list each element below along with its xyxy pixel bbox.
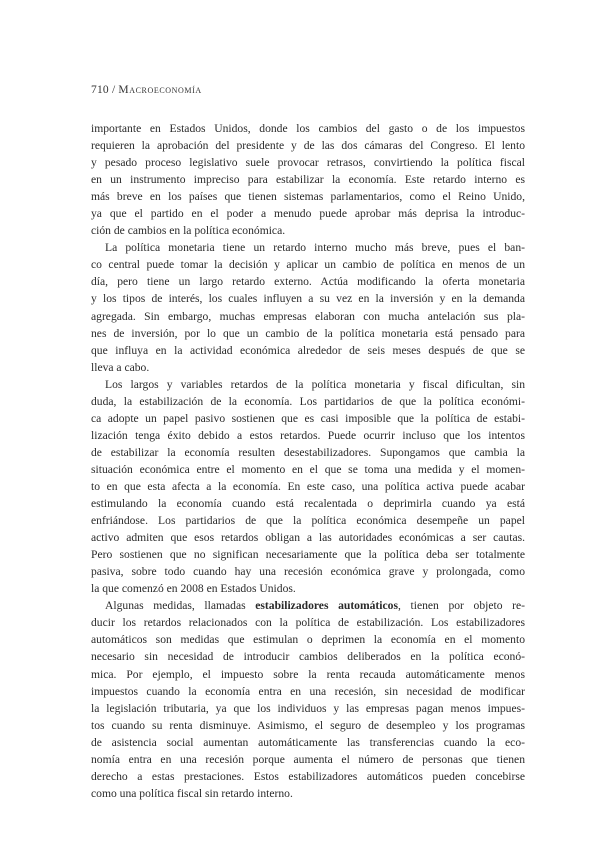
text-line: necesario sin necesidad de introducir cambios deliberados en la política econó-	[91, 650, 525, 664]
header-separator: /	[111, 84, 116, 96]
text-line: mica. Por ejemplo, el impuesto sobre la renta recauda automáticamente menos	[91, 667, 525, 681]
text-line: ducir los retardos relacionados con la política de estabilización. Los estabilizadores	[91, 616, 525, 630]
text-line: la legislación tributaria, ya que los individuos y las empresas pagan menos impues-	[91, 701, 525, 715]
text-line: pasiva, sobre todo cuando hay una recesión económica grave y prolongada, como	[91, 565, 525, 579]
text-line: de estabilizar la economía resulten desestabilizadores. Supongamos que cambia la	[91, 445, 525, 459]
text-line: lleva a cabo.	[91, 360, 150, 374]
paragraph	[91, 597, 525, 802]
paragraph	[91, 120, 525, 239]
text-line: día, pero tiene un largo retardo externo. Actúa modificando la oferta monetaria	[91, 275, 525, 289]
text-line: derecho a estas prestaciones. Estos estabilizadores automáticos pueden concebirse	[91, 769, 525, 783]
text-line: duda, la estabilización de la economía. Los partidarios de que la política económi-	[91, 394, 525, 408]
body-text	[91, 120, 525, 802]
text-line: como una política fiscal sin retardo interno.	[91, 786, 293, 800]
text-line: de asistencia social aumentan automáticamente las transferencias cuando la eco-	[91, 735, 525, 749]
text-line: importante en Estados Unidos, donde los cambios del gasto o de los impuestos	[91, 122, 525, 135]
text-line: ca adopte un papel pasivo sostienen que es casi imposible que la política de estabi-	[91, 411, 525, 425]
text-line: Los largos y variables retardos de la política monetaria y fiscal dificultan, sin	[105, 377, 525, 391]
text-line: agregada. Sin embargo, muchas empresas elaboran con mucha antelación sus pla-	[91, 309, 525, 323]
paragraph	[91, 239, 525, 375]
text-line: en un instrumento impreciso para estabilizar la economía. Este retardo interno es	[91, 173, 525, 187]
text-line: nes de inversión, por lo que un cambio de la política monetaria está pensado para	[91, 326, 525, 340]
text-line: nomía entra en una recesión porque aumenta el número de personas que tienen	[91, 752, 525, 766]
text-line: situación económica entre el momento en el que se toma una medida y el momen-	[91, 462, 525, 476]
text-line: que influya en la actividad económica alrededor de seis meses después de que se	[91, 343, 525, 357]
text-line-with-term	[91, 597, 525, 614]
running-head	[91, 84, 202, 96]
text-line: y los tipos de interés, los cuales influyen a su vez en la inversión y en la demanda	[91, 292, 525, 306]
text-line: la que comenzó en 2008 en Estados Unidos.	[91, 582, 296, 596]
text-line: y pesado proceso legislativo suele provocar retrasos, convirtiendo la política fiscal	[91, 156, 525, 170]
text-line: impuestos cuando la economía entra en una recesión, sin necesidad de modificar	[91, 684, 525, 698]
text-line: co central puede tomar la decisión y aplicar un cambio de política en menos de un	[91, 258, 525, 272]
text-line: estimulando la economía cuando está recalentada o deprimirla cuando ya está	[91, 497, 525, 511]
text-line: enfriándose. Los partidarios de que la política económica desempeñe un papel	[91, 514, 525, 528]
text-fragment: , tienen por objeto re-	[397, 599, 525, 613]
text-line: tos cuando su renta disminuye. Asimismo, el seguro de desempleo y los programas	[91, 718, 525, 732]
key-term: estabilizadores automáticos	[255, 599, 398, 613]
text-line: activo admiten que esos retardos obligan a las autoridades económicas a ser cautas.	[91, 531, 525, 545]
text-line: automáticos son medidas que estimulan o deprimen la economía en el momento	[91, 633, 525, 647]
text-fragment: Algunas medidas, llamadas	[105, 599, 246, 613]
page-number: 710	[91, 84, 109, 96]
text-line: lización tenga éxito debido a estos retardos. Puede ocurrir incluso que los intentos	[91, 428, 525, 442]
text-line: requieren la aprobación del presidente y de las dos cámaras del Congreso. El lento	[91, 139, 525, 153]
paragraph	[91, 376, 525, 598]
text-line: ya que el partido en el poder a menudo puede aprobar más deprisa la introduc-	[91, 207, 525, 221]
text-line: La política monetaria tiene un retardo interno mucho más breve, pues el ban-	[105, 241, 525, 255]
text-line: más breve en los países que tienen sistemas parlamentarios, como el Reino Unido,	[91, 190, 525, 204]
text-line: to en que esta afecta a la economía. En este caso, una política activa puede acabar	[91, 479, 525, 493]
text-line: ción de cambios en la política económica.	[91, 224, 286, 238]
book-title: Macroeconomía	[118, 84, 202, 96]
text-line: Pero sostienen que no significan necesariamente que la política deba ser totalmente	[91, 548, 525, 562]
